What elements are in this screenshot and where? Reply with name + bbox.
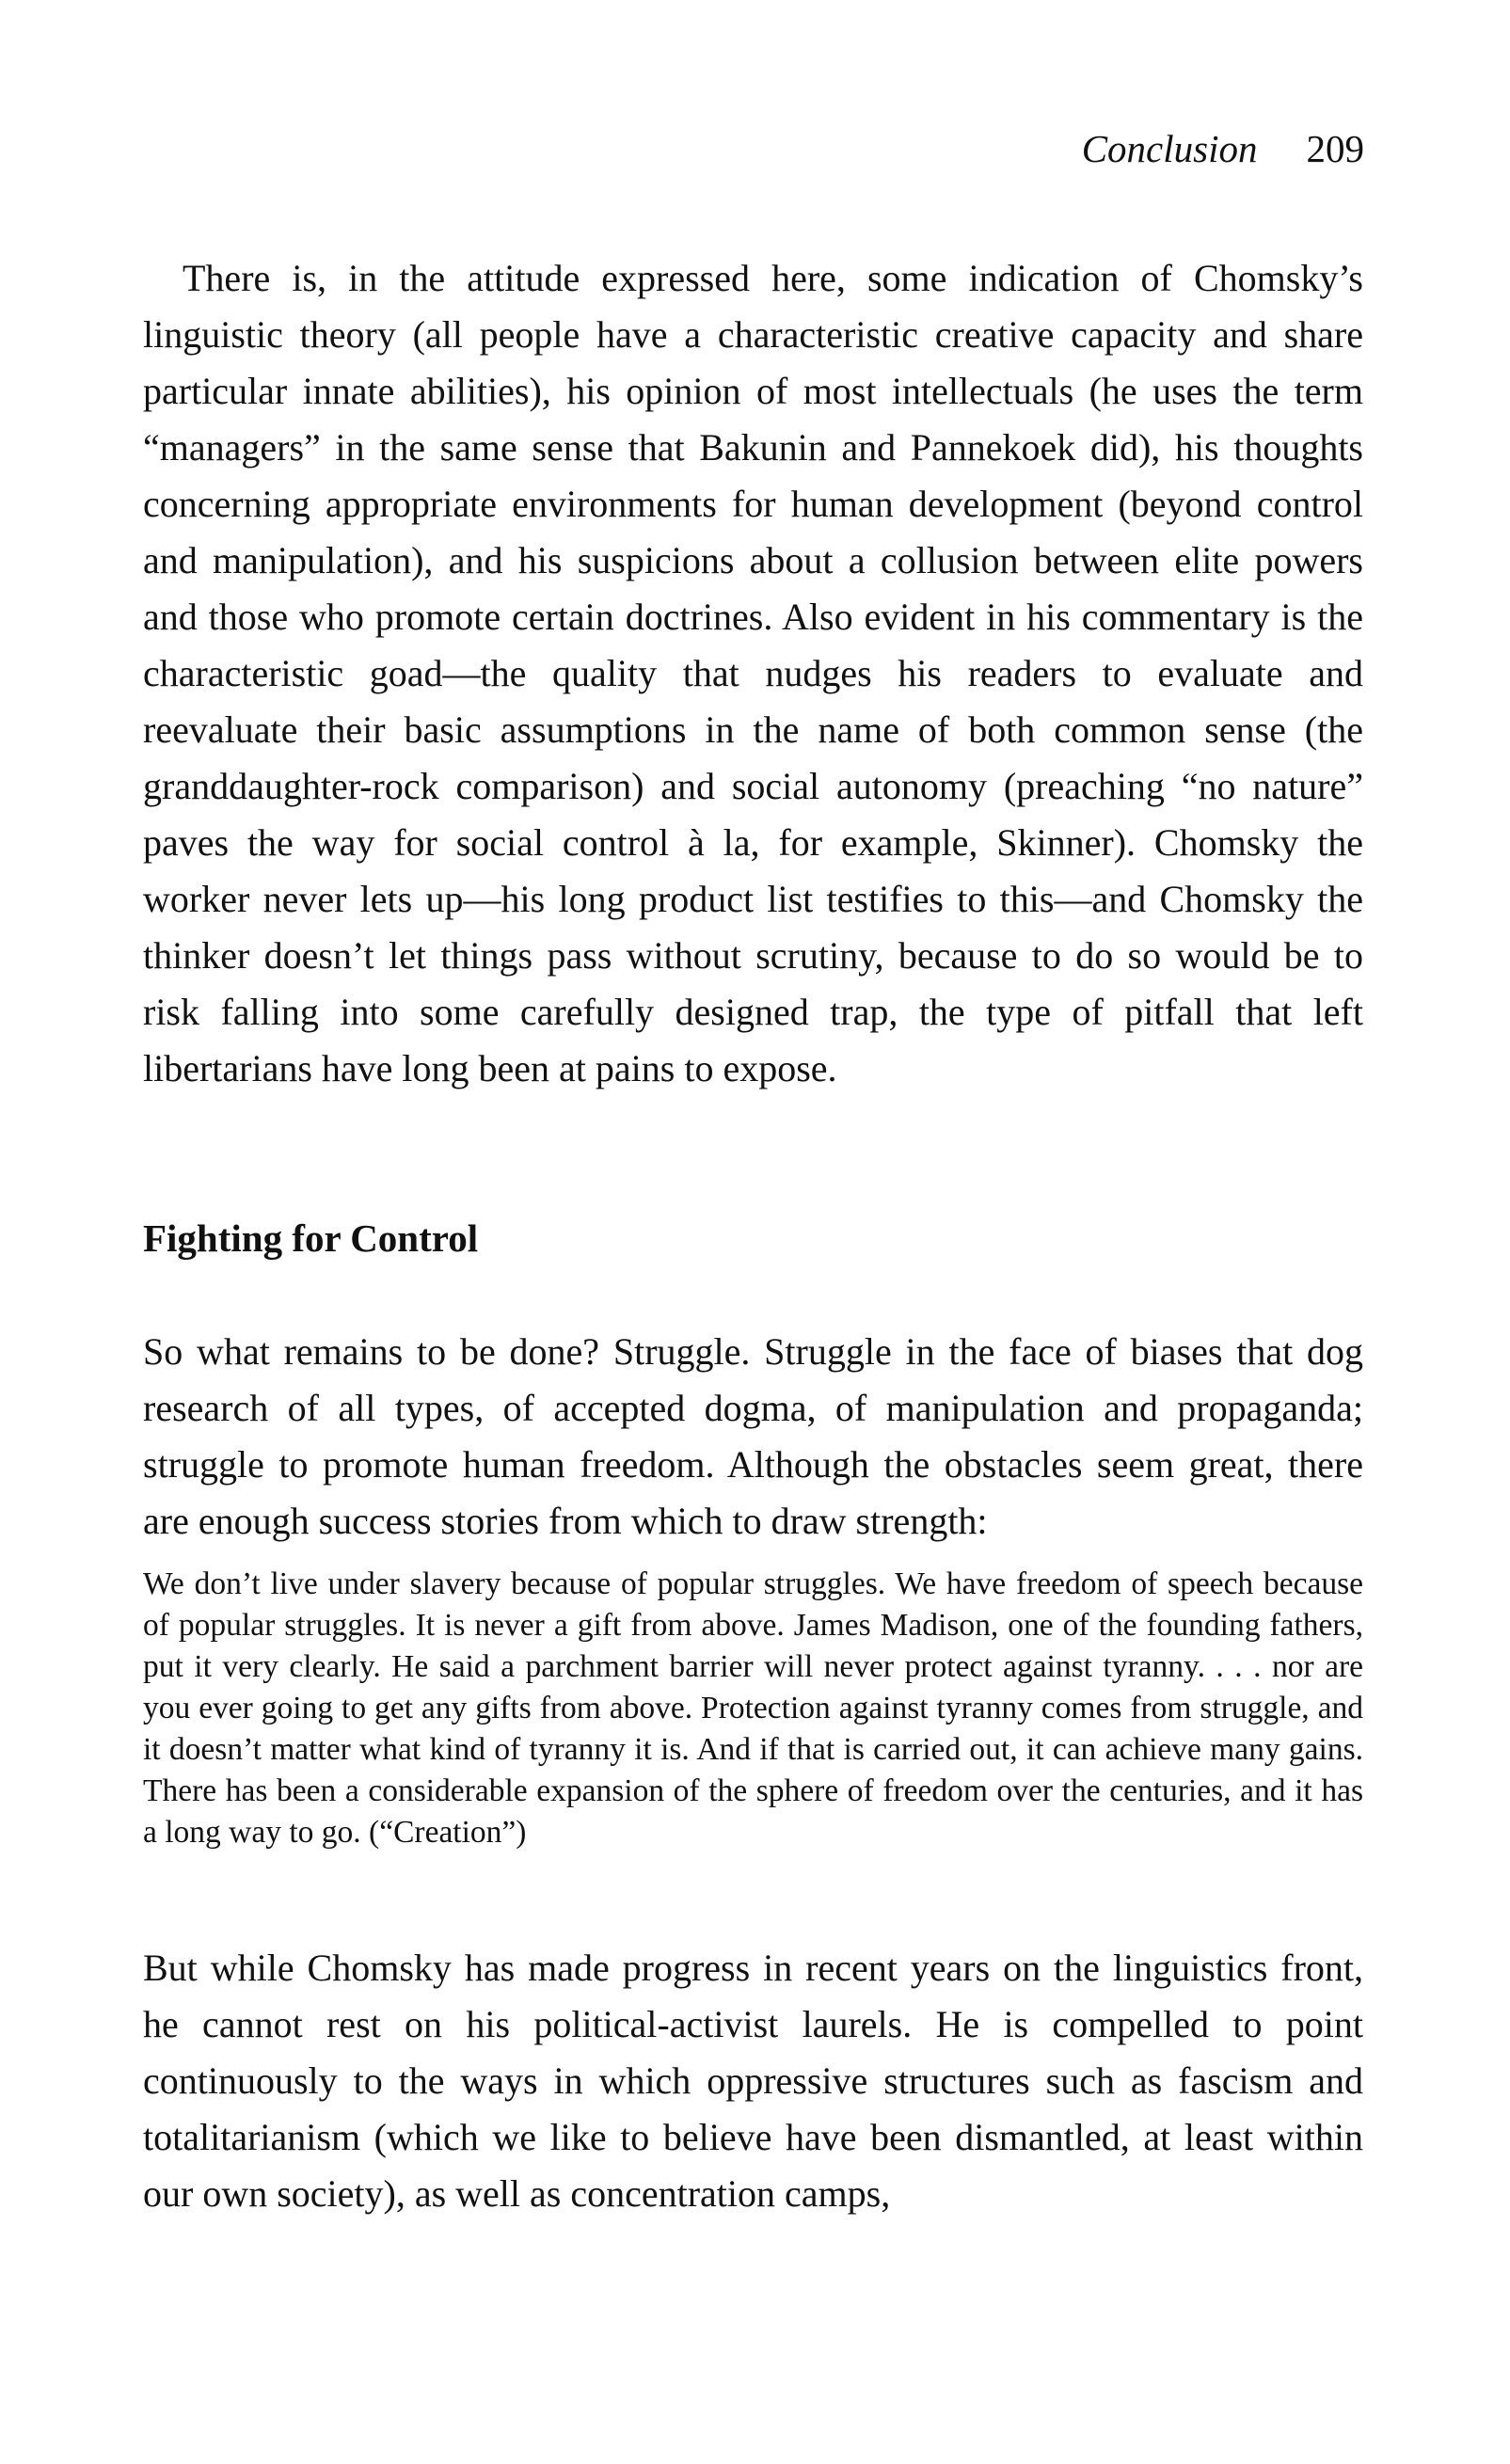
block-quote: We don’t live under slavery because of popular struggles. We have freedom of speech because of popular struggles. It is never a gift from above. James Madison, one of the founding fathers, put it very clearly. He said a parchment barrier will never protect against tyranny. . . . nor are you ever going to get any gifts from above. Protection against tyranny comes from struggle, and it doesn’t matter what kind of tyranny it is. And if that is carried out, it can achieve many gains. There has been a considerable expansion of the sphere of freedom over the centuries, and it has a long way to go. (“Creation”)	[143, 1566, 1363, 1850]
body-paragraph: There is, in the attitude expressed here, some indication of Chomsky’s linguistic theory (all people have a characteristic creative capacity and share particular innate abilities), his opinion of most intellectuals (he uses the term “managers” in the same sense that Bakunin and Pannekoek did), his thoughts concerning appropriate environments for human development (beyond control and manipulation), and his suspicions about a collusion between elite powers and those who promote certain doctrines. Also evident in his commentary is the characteristic goad—the quality that nudges his readers to evaluate and reevaluate their basic assumptions in the name of both common sense (the granddaughter-rock comparison) and social autonomy (preaching “no nature” paves the way for social control à la, for example, Skinner). Chomsky the worker never lets up—his long product list testifies to this—and Chomsky the thinker doesn’t let things pass without scrutiny, because to do so would be to risk falling into some carefully designed trap, the type of pitfall that left libertarians have long been at pains to expose.	[143, 257, 1363, 1089]
section-heading: Fighting for Control	[143, 1216, 479, 1260]
running-title: Conclusion	[1081, 127, 1258, 170]
body-paragraph: But while Chomsky has made progress in recent years on the linguistics front, he cannot rest on his political-activist laurels. He is compelled to point continuously to the ways in which oppressive structures such as fascism and totalitarianism (which we like to believe have been dismantled, at least within our own society), as well as concentration camps,	[143, 1947, 1363, 2215]
page-number: 209	[1306, 127, 1364, 170]
body-paragraph: So what remains to be done? Struggle. Struggle in the face of biases that dog research of all types, of accepted dogma, of manipulation and propaganda; struggle to promote human freedom. Although the obstacles seem great, there are enough success stories from which to draw strength:	[143, 1330, 1363, 1542]
running-head	[141, 127, 1364, 170]
